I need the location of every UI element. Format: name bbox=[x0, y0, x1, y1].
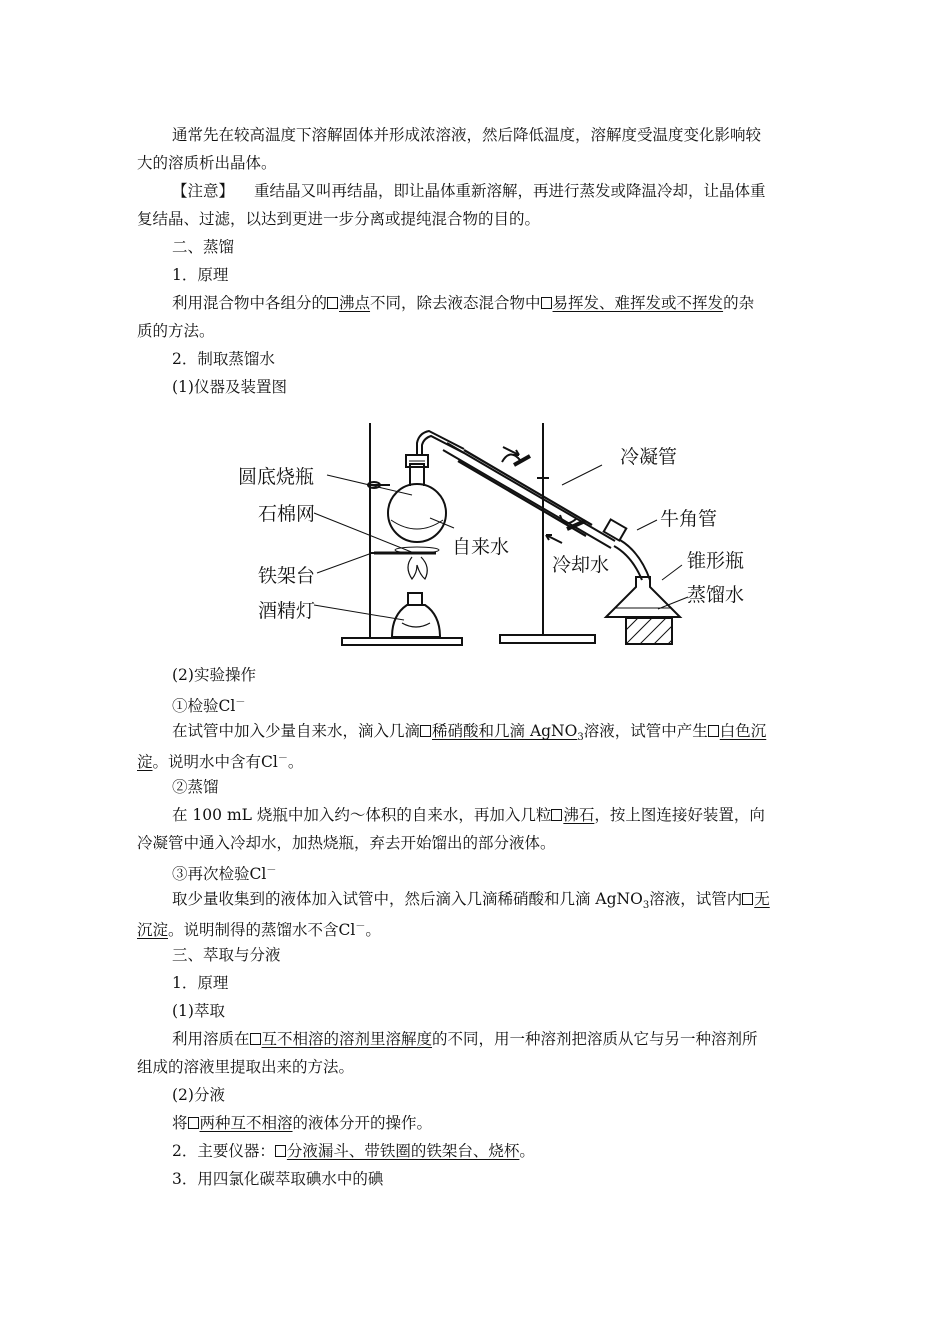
subsection-title: ①检验Cl－ bbox=[172, 697, 246, 716]
block-hatch bbox=[626, 618, 672, 644]
subsection-title: (2)分液 bbox=[172, 1086, 225, 1104]
leader-stand bbox=[317, 553, 372, 573]
round-flask-bulb bbox=[388, 484, 446, 542]
blank-box bbox=[551, 809, 562, 821]
blank-box bbox=[708, 725, 719, 737]
paragraph-line: 将 两种互不相溶的液体分开的操作。 bbox=[172, 1114, 433, 1132]
label-condenser: 冷凝管 bbox=[620, 446, 678, 468]
section-title: 二、蒸馏 bbox=[172, 238, 235, 256]
answer-blank: 两种互不相溶 bbox=[188, 1114, 293, 1132]
answer-blank: 分液漏斗、带铁圈的铁架台、烧杯 bbox=[275, 1142, 520, 1160]
inner-tube-top bbox=[447, 443, 615, 541]
blank-box bbox=[327, 297, 338, 309]
paragraph-line: 通常先在较高温度下溶解固体并形成浓溶液，然后降低温度，溶解度受温度变化影响较 bbox=[172, 126, 762, 144]
subsection-title: 1．原理 bbox=[172, 974, 229, 992]
paragraph-line: 淀。说明水中含有Cl－。 bbox=[137, 753, 304, 772]
label-tap-water: 自来水 bbox=[452, 536, 510, 558]
leader-conical bbox=[662, 565, 682, 580]
answer-blank: 白色沉 bbox=[708, 722, 767, 740]
subsection-title: ②蒸馏 bbox=[172, 778, 219, 796]
paragraph-line: 【注意】 重结晶又叫再结晶，即让晶体重新溶解，再进行蒸发或降温冷却，让晶体重 bbox=[172, 182, 766, 200]
lamp-liquid bbox=[402, 623, 430, 627]
subsection-title: (1)仪器及装置图 bbox=[172, 378, 287, 396]
conical-flask bbox=[606, 577, 680, 617]
paragraph-line: 在试管中加入少量自来水，滴入几滴 稀硝酸和几滴 AgNO$_3$溶液，试管中产生 白色沉 bbox=[172, 722, 767, 744]
label-flask: 圆底烧瓶 bbox=[238, 466, 315, 488]
blank-box bbox=[541, 297, 552, 309]
paragraph-line: 大的溶质析出晶体。 bbox=[137, 154, 277, 172]
subsection-title: (1)萃取 bbox=[172, 1002, 225, 1020]
flask-block bbox=[626, 618, 672, 644]
adapter-tube-inner bbox=[614, 546, 642, 580]
paragraph-line: 复结晶、过滤，以达到更进一步分离或提纯混合物的目的。 bbox=[137, 210, 541, 228]
paragraph-line: 冷凝管中通入冷却水，加热烧瓶，弃去开始馏出的部分液体。 bbox=[137, 834, 556, 852]
paragraph-line: 2．主要仪器： 分液漏斗、带铁圈的铁架台、烧杯。 bbox=[172, 1142, 535, 1160]
stand-base-2 bbox=[500, 635, 595, 643]
stand-base bbox=[342, 638, 462, 645]
leader-adapter bbox=[637, 520, 657, 530]
inner-tube-bottom bbox=[443, 450, 611, 548]
subsection-title: ③再次检验Cl－ bbox=[172, 865, 277, 884]
leader-condenser bbox=[562, 465, 602, 485]
paragraph-line: 质的方法。 bbox=[137, 322, 215, 340]
label-stand: 铁架台 bbox=[258, 565, 316, 587]
subsection-title: 1．原理 bbox=[172, 266, 229, 284]
blank-box bbox=[275, 1145, 286, 1157]
flame bbox=[408, 557, 427, 579]
leader-lamp bbox=[314, 605, 404, 620]
answer-blank: 沸石 bbox=[551, 806, 594, 824]
answer-blank: 易挥发、难挥发或不挥发 bbox=[541, 294, 724, 312]
label-conical-flask: 锥形瓶 bbox=[687, 550, 745, 572]
note-label: 【注意】 bbox=[172, 182, 235, 200]
answer-blank: 稀硝酸和几滴 AgNO$_3$ bbox=[420, 722, 584, 740]
label-lamp: 酒精灯 bbox=[258, 600, 316, 622]
subsection-title: (2)实验操作 bbox=[172, 666, 256, 684]
adapter-tube bbox=[620, 540, 650, 580]
paragraph-line: 取少量收集到的液体加入试管中，然后滴入几滴稀硝酸和几滴 AgNO$_3$溶液，试管内 无 bbox=[172, 890, 770, 912]
blank-box bbox=[188, 1117, 199, 1129]
label-gauze: 石棉网 bbox=[258, 503, 316, 525]
paragraph-line: 沉淀。说明制得的蒸馏水不含Cl－。 bbox=[137, 921, 381, 940]
condenser-outer-bottom bbox=[458, 461, 586, 536]
paragraph-line: 利用溶质在 互不相溶的溶剂里溶解度的不同，用一种溶剂把溶质从它与另一种溶剂所 bbox=[172, 1030, 758, 1048]
blank-box bbox=[420, 725, 431, 737]
blank-box bbox=[250, 1033, 261, 1045]
label-adapter: 牛角管 bbox=[660, 508, 718, 530]
subsection-title: 3．用四氯化碳萃取碘水中的碘 bbox=[172, 1170, 384, 1188]
answer-blank: 互不相溶的溶剂里溶解度 bbox=[250, 1030, 433, 1048]
side-tube bbox=[417, 431, 464, 455]
label-distilled-water: 蒸馏水 bbox=[687, 584, 745, 606]
paragraph-line: 在 100 mL 烧瓶中加入约～体积的自来水，再加入几粒 沸石，按上图连接好装置，向 bbox=[172, 806, 765, 824]
label-cooling-water: 冷却水 bbox=[552, 554, 610, 576]
subsection-title: 2．制取蒸馏水 bbox=[172, 350, 275, 368]
blank-box bbox=[742, 893, 753, 905]
leader-gauze bbox=[314, 513, 414, 553]
lamp-neck bbox=[408, 593, 422, 605]
answer-blank: 无 bbox=[742, 890, 770, 908]
distillation-apparatus-diagram bbox=[222, 405, 752, 660]
paragraph-line: 组成的溶液里提取出来的方法。 bbox=[137, 1058, 355, 1076]
answer-blank: 沸点 bbox=[327, 294, 370, 312]
alcohol-lamp-body bbox=[392, 605, 440, 637]
section-title: 三、萃取与分液 bbox=[172, 946, 281, 964]
paragraph-line: 利用混合物中各组分的 沸点不同，除去液态混合物中 易挥发、难挥发或不挥发的杂 bbox=[172, 294, 755, 312]
condenser-outer-top bbox=[464, 450, 592, 525]
flask-liquid bbox=[391, 520, 443, 529]
